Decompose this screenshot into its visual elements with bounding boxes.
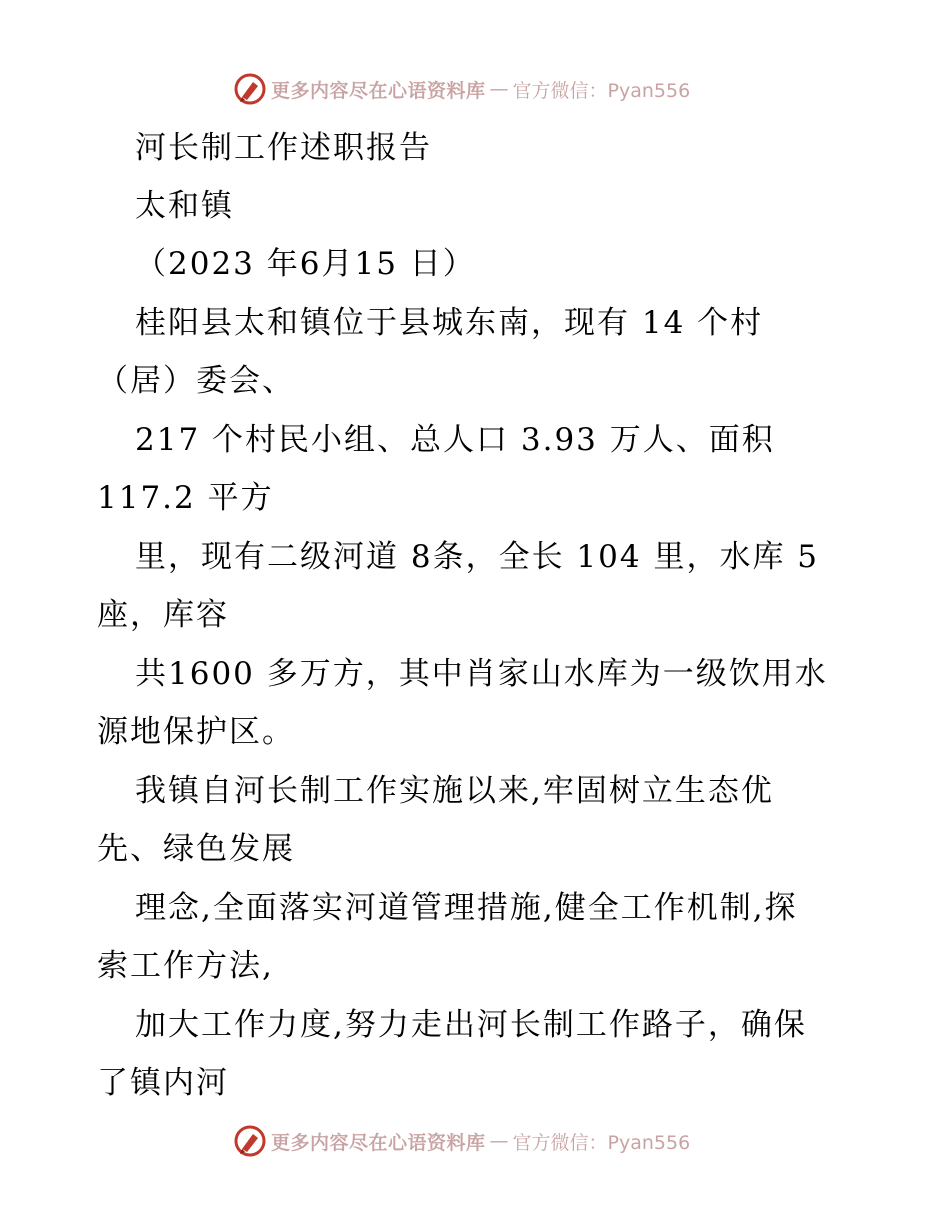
watermark-footer [233,1124,690,1158]
document-title: 河长制工作述职报告 [135,130,432,166]
watermark-separator: — [489,78,509,100]
paragraph-line: 217 个村民小组、总人口 3.93 万人、面积 [135,422,775,458]
pen-logo-icon [233,1124,267,1158]
paragraph-line: （居）委会、 [97,363,295,399]
pen-logo-icon [233,72,267,106]
paragraph-line: 共1600 多万方，其中肖家山水库为一级饮用水 [135,656,828,692]
watermark-site-text: 更多内容尽在心语资料库 [271,1131,486,1154]
document-date: （2023 年6月15 日） [135,246,476,282]
paragraph-line: 源地保护区。 [97,714,295,750]
paragraph-line: 里，现有二级河道 8条，全长 104 里，水库 5 [135,539,820,575]
watermark-separator: — [489,1130,509,1152]
paragraph-line: 先、绿色发展 [97,831,295,867]
paragraph-line: 117.2 平方 [97,480,274,516]
paragraph-line: 桂阳县太和镇位于县城东南，现有 14 个村 [135,305,764,341]
watermark-account-text: 官方微信：Pyan556 [512,79,691,102]
paragraph-line: 我镇自河长制工作实施以来,牢固树立生态优 [135,773,774,809]
document-author: 太和镇 [135,188,234,224]
paragraph-line: 加大工作力度,努力走出河长制工作路子，确保 [135,1007,807,1043]
watermark-header [233,72,690,106]
paragraph-line: 索工作方法, [97,948,274,984]
watermark-site-text: 更多内容尽在心语资料库 [271,79,486,102]
paragraph-line: 理念,全面落实河道管理措施,健全工作机制,探 [135,890,798,926]
paragraph-line: 了镇内河 [97,1065,229,1101]
watermark-account-text: 官方微信：Pyan556 [512,1131,691,1154]
paragraph-line: 座，库容 [97,597,229,633]
